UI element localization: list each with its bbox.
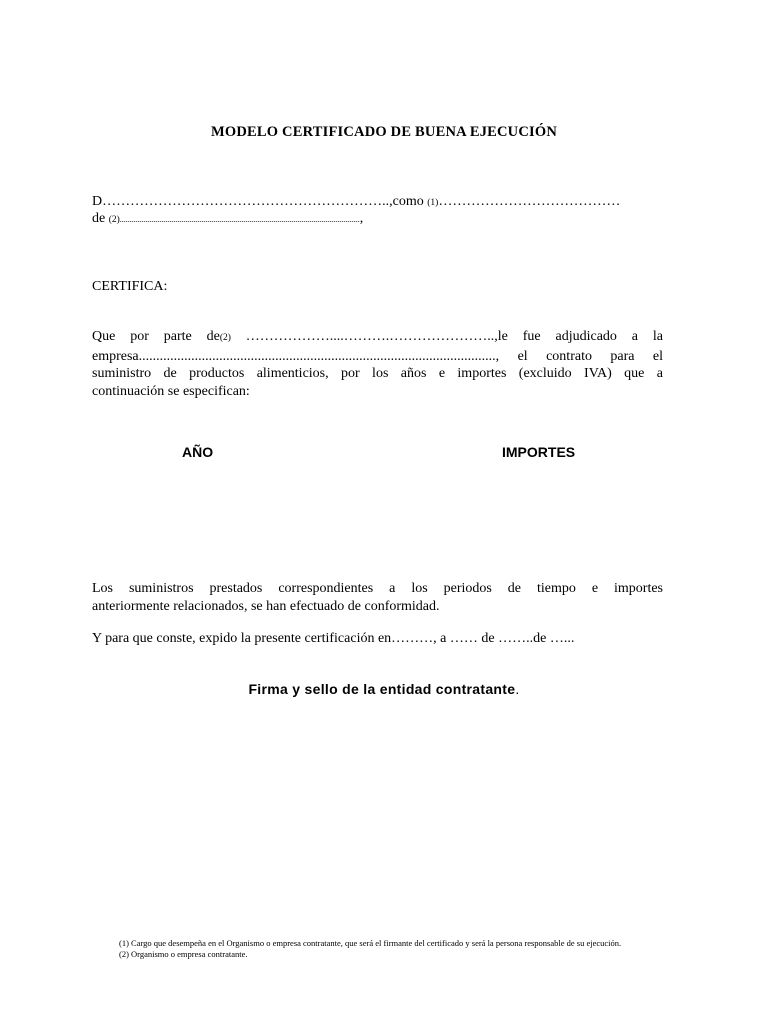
adjudication-line-2: empresa......................................................................................................, el contrato para el	[92, 348, 663, 364]
adjudication-line-3: suministro de productos alimenticios, por los años e importes (excluido IVA) que a	[92, 366, 663, 381]
adjudication-paragraph	[92, 328, 663, 400]
como-label: ,como	[389, 194, 424, 209]
footnote-ref-2-inline: (2)	[219, 333, 231, 343]
organization-blank: ........................................................................................................................	[119, 215, 360, 224]
signature-text: Firma y sello de la entidad contratante	[248, 681, 516, 697]
certifica-heading: CERTIFICA:	[92, 279, 168, 294]
issuance-line: Y para que conste, expido la presente certificación en………, a …… de ……..de …...	[92, 631, 575, 646]
signature-caption	[0, 681, 768, 697]
footnote-ref-1: (1)	[427, 198, 439, 208]
footnotes	[92, 938, 662, 960]
signature-period: .	[515, 681, 520, 697]
adjudication-line-4: continuación se especifican:	[92, 383, 250, 399]
position-blank: …………………………………	[438, 194, 621, 209]
adjudication-line-1: Que por parte de(2) ………………....……….…………………..,le fue adjudicado a la	[92, 329, 663, 344]
footnote-1: (1) Cargo que desempeña en el Organismo o empresa contratante, que será el firmante del certificado y será la persona responsable de su ejecución.	[119, 938, 622, 948]
organization-prefix: de	[92, 211, 106, 226]
declarant-prefix: D	[92, 194, 103, 209]
conformity-line-2: anteriormente relacionados, se han efectuado de conformidad.	[92, 598, 440, 614]
conformity-paragraph	[92, 580, 663, 615]
declarant-line	[92, 194, 620, 210]
organization-line	[92, 211, 363, 227]
organization-suffix: ,	[359, 211, 364, 226]
year-column-header: AÑO	[182, 444, 214, 460]
document-title: MODELO CERTIFICADO DE BUENA EJECUCIÓN	[210, 124, 558, 140]
footnote-ref-2: (2)	[108, 215, 120, 225]
declarant-name-blank: ……………………………………………………..	[102, 194, 390, 209]
footnote-2: (2) Organismo o empresa contratante.	[119, 949, 248, 959]
conformity-line-1: Los suministros prestados correspondientes a los periodos de tiempo e importes	[92, 581, 663, 596]
amounts-column-header: IMPORTES	[502, 444, 576, 460]
